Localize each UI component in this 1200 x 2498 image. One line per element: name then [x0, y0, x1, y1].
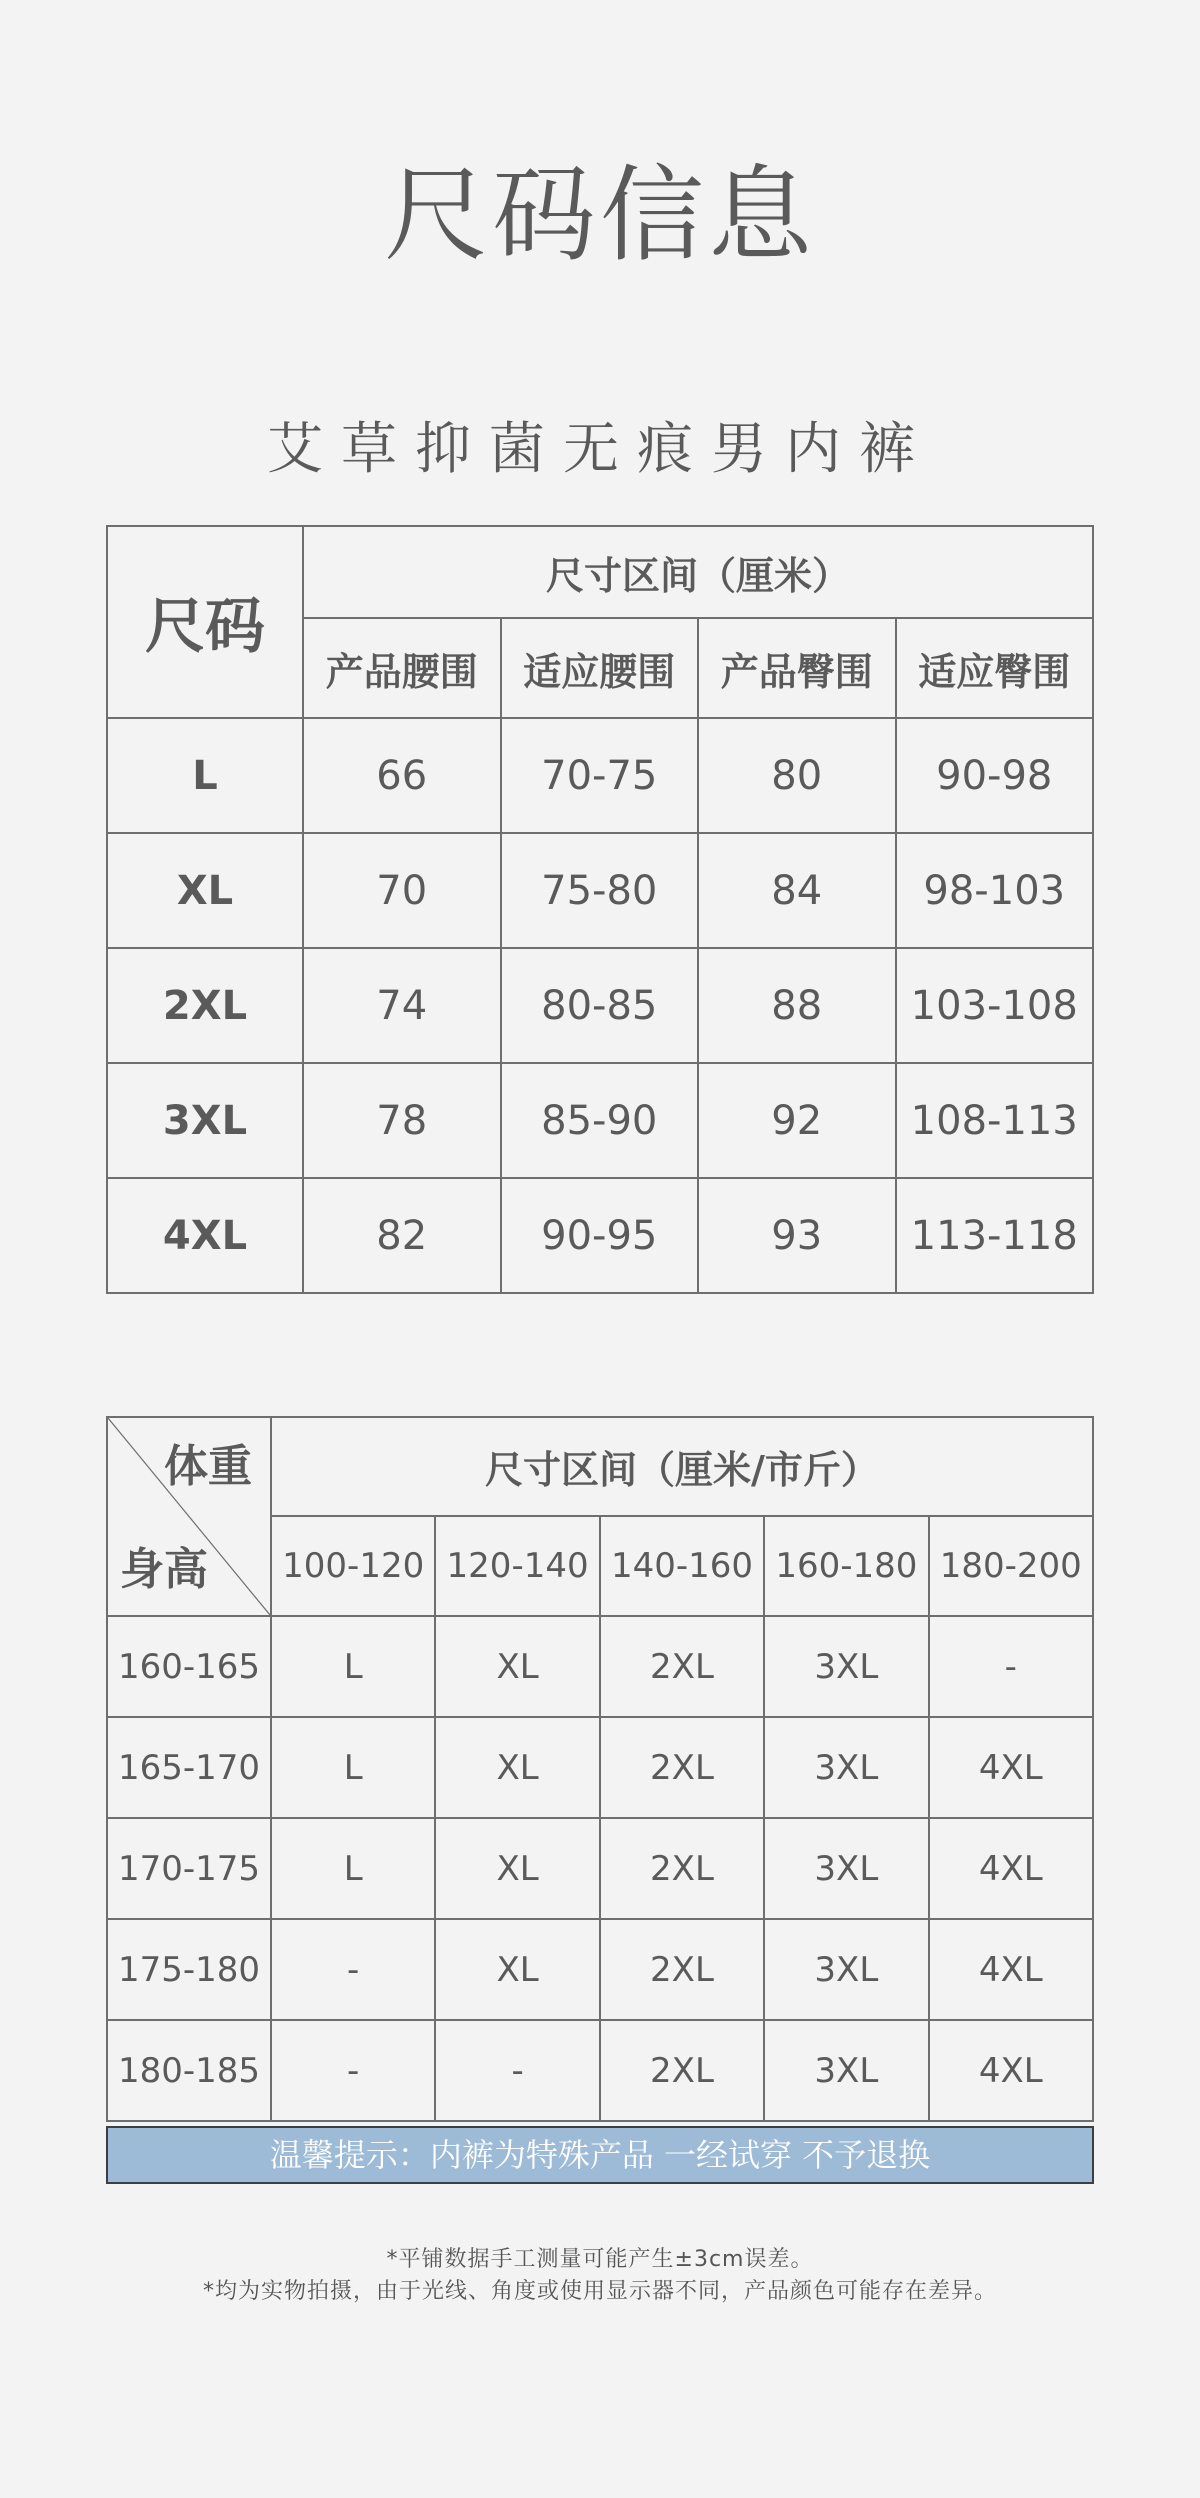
table-cell: L: [271, 1818, 435, 1919]
table-cell: 78: [303, 1063, 501, 1178]
table-cell: 103-108: [896, 948, 1094, 1063]
table-cell: 2XL: [600, 1818, 764, 1919]
table-cell: XL: [435, 1818, 599, 1919]
table-cell: 2XL: [600, 2020, 764, 2121]
height-range: 180-185: [107, 2020, 271, 2121]
table-cell: XL: [435, 1616, 599, 1717]
table-cell: 80-85: [501, 948, 699, 1063]
tip-banner: 温馨提示：内裤为特殊产品 一经试穿 不予退换: [106, 2126, 1094, 2184]
table-cell: L: [271, 1616, 435, 1717]
table-cell: -: [929, 1616, 1093, 1717]
table-cell: 93: [698, 1178, 896, 1293]
table-cell: 3XL: [764, 1717, 928, 1818]
table-cell: -: [271, 2020, 435, 2121]
table-cell: 4XL: [929, 1717, 1093, 1818]
table-row: [107, 948, 1093, 1063]
table-cell: 88: [698, 948, 896, 1063]
height-range: 160-165: [107, 1616, 271, 1717]
table-row: [107, 2020, 1093, 2121]
table-row: [107, 833, 1093, 948]
table-cell: 3XL: [764, 1616, 928, 1717]
table-cell: 4XL: [929, 1919, 1093, 2020]
table-cell: 66: [303, 718, 501, 833]
table-row: [107, 1818, 1093, 1919]
table-cell: XL: [435, 1919, 599, 2020]
table-cell: 70-75: [501, 718, 699, 833]
table-cell: -: [271, 1919, 435, 2020]
table-cell: 108-113: [896, 1063, 1094, 1178]
color-note: *均为实物拍摄，由于光线、角度或使用显示器不同，产品颜色可能存在差异。: [202, 2279, 997, 2304]
table-cell: 4XL: [929, 2020, 1093, 2121]
height-range: 165-170: [107, 1717, 271, 1818]
size-table-column-header: 适应臀围: [896, 618, 1094, 718]
weight-column-header: 140-160: [600, 1516, 764, 1616]
table-cell: 3XL: [764, 1818, 928, 1919]
table-cell: 80: [698, 718, 896, 833]
table-row: [107, 1616, 1093, 1717]
fit-table-corner: [107, 1417, 271, 1616]
size-label: L: [107, 718, 303, 833]
table-cell: 90-95: [501, 1178, 699, 1293]
fit-table-range-header: 尺寸区间（厘米/市斤）: [271, 1417, 1093, 1516]
height-range: 175-180: [107, 1919, 271, 2020]
size-table-range-header: 尺寸区间（厘米）: [303, 526, 1093, 618]
size-label: 3XL: [107, 1063, 303, 1178]
table-cell: 2XL: [600, 1616, 764, 1717]
size-table-column-header: 产品腰围: [303, 618, 501, 718]
size-table-column-header: 产品臀围: [698, 618, 896, 718]
table-cell: XL: [435, 1717, 599, 1818]
table-cell: -: [435, 2020, 599, 2121]
table-cell: 92: [698, 1063, 896, 1178]
table-cell: 113-118: [896, 1178, 1094, 1293]
measurement-note: *平铺数据手工测量可能产生±3cm误差。: [386, 2247, 814, 2272]
size-table-column-header: 适应腰围: [501, 618, 699, 718]
table-row: [107, 1717, 1093, 1818]
size-label: XL: [107, 833, 303, 948]
fit-table: [106, 1416, 1094, 2122]
table-cell: 74: [303, 948, 501, 1063]
size-label: 2XL: [107, 948, 303, 1063]
table-cell: 98-103: [896, 833, 1094, 948]
table-cell: 2XL: [600, 1717, 764, 1818]
weight-column-header: 120-140: [435, 1516, 599, 1616]
table-row: [107, 1178, 1093, 1293]
table-cell: 4XL: [929, 1818, 1093, 1919]
table-row: [107, 1063, 1093, 1178]
table-row: [107, 1919, 1093, 2020]
weight-column-header: 160-180: [764, 1516, 928, 1616]
table-row: [107, 718, 1093, 833]
table-cell: 2XL: [600, 1919, 764, 2020]
table-cell: 3XL: [764, 2020, 928, 2121]
height-range: 170-175: [107, 1818, 271, 1919]
table-cell: 75-80: [501, 833, 699, 948]
table-cell: L: [271, 1717, 435, 1818]
table-cell: 70: [303, 833, 501, 948]
table-cell: 90-98: [896, 718, 1094, 833]
size-table-corner-label: 尺码: [107, 526, 303, 718]
product-title: 艾草抑菌无痕男内裤: [267, 417, 933, 482]
weight-label: 体重: [164, 1441, 252, 1492]
table-cell: 85-90: [501, 1063, 699, 1178]
table-cell: 84: [698, 833, 896, 948]
table-cell: 3XL: [764, 1919, 928, 2020]
height-label: 身高: [120, 1544, 208, 1595]
size-table: [106, 525, 1094, 1294]
size-label: 4XL: [107, 1178, 303, 1293]
weight-column-header: 100-120: [271, 1516, 435, 1616]
weight-column-header: 180-200: [929, 1516, 1093, 1616]
page-title: 尺码信息: [383, 154, 816, 276]
table-cell: 82: [303, 1178, 501, 1293]
